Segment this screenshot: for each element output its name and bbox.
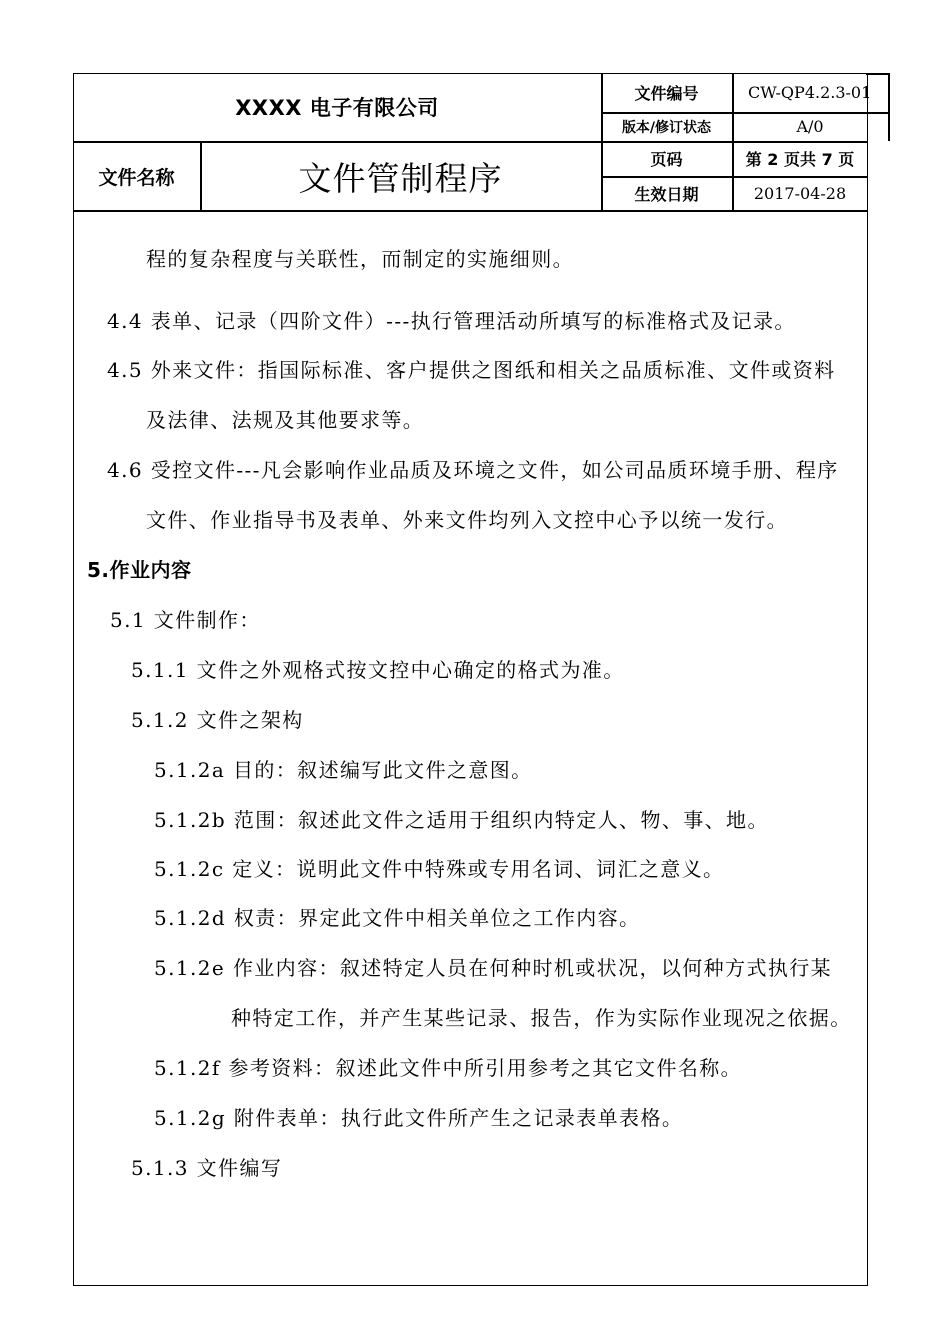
body-line: 文件、作业指导书及表单、外来文件均列入文控中心予以统一发行。 xyxy=(146,508,788,532)
body-line: 5.1.2c 定义：说明此文件中特殊或专用名词、词汇之意义。 xyxy=(154,857,725,881)
body-line: 4.6 受控文件---凡会影响作业品质及环境之文件，如公司品质环境手册、程序 xyxy=(107,458,839,482)
overhang-vertical-line xyxy=(888,73,890,141)
overhang-top-line xyxy=(866,73,889,75)
body-line: 5.1.3 文件编写 xyxy=(131,1156,283,1180)
effective-date-label: 生效日期 xyxy=(634,184,699,204)
body-line: 5.1.2b 范围：叙述此文件之适用于组织内特定人、物、事、地。 xyxy=(154,808,769,832)
body-line: 5.1 文件制作： xyxy=(110,608,261,632)
body-line: 5.1.2a 目的：叙述编写此文件之意图。 xyxy=(154,758,533,782)
page-label: 页码 xyxy=(650,150,683,169)
page-value: 第 2 页共 7 页 xyxy=(745,150,855,169)
section-heading: 5.作业内容 xyxy=(87,558,192,582)
doc-no-label: 文件编号 xyxy=(634,84,699,103)
company-name: XXXX 电子有限公司 xyxy=(235,96,439,120)
body-line: 5.1.2f 参考资料：叙述此文件中所引用参考之其它文件名称。 xyxy=(154,1056,743,1080)
doc-name: 文件管制程序 xyxy=(298,158,503,198)
body-line: 及法律、法规及其他要求等。 xyxy=(146,408,425,432)
version-label: 版本/修订状态 xyxy=(621,119,712,136)
effective-date-value: 2017-04-28 xyxy=(753,183,847,203)
body-line: 5.1.2g 附件表单：执行此文件所产生之记录表单表格。 xyxy=(154,1106,684,1130)
body-line: 程的复杂程度与关联性，而制定的实施细则。 xyxy=(146,247,574,271)
doc-no-value: CW-QP4.2.3-01 xyxy=(748,83,872,102)
body-line: 5.1.2 文件之架构 xyxy=(131,708,304,732)
body-line: 4.5 外来文件：指国际标准、客户提供之图纸和相关之品质标准、文件或资料 xyxy=(107,358,836,382)
body-line: 5.1.2d 权责：界定此文件中相关单位之工作内容。 xyxy=(154,906,641,930)
body-line: 5.1.2e 作业内容：叙述特定人员在何种时机或状况，以何种方式执行某 xyxy=(154,956,833,980)
body-line: 5.1.1 文件之外观格式按文控中心确定的格式为准。 xyxy=(131,658,625,682)
version-value: A/0 xyxy=(796,117,824,136)
doc-name-label: 文件名称 xyxy=(98,166,175,189)
body-line: 种特定工作，并产生某些记录、报告，作为实际作业现况之依据。 xyxy=(231,1006,852,1030)
body-line: 4.4 表单、记录（四阶文件）---执行管理活动所填写的标准格式及记录。 xyxy=(107,309,796,333)
